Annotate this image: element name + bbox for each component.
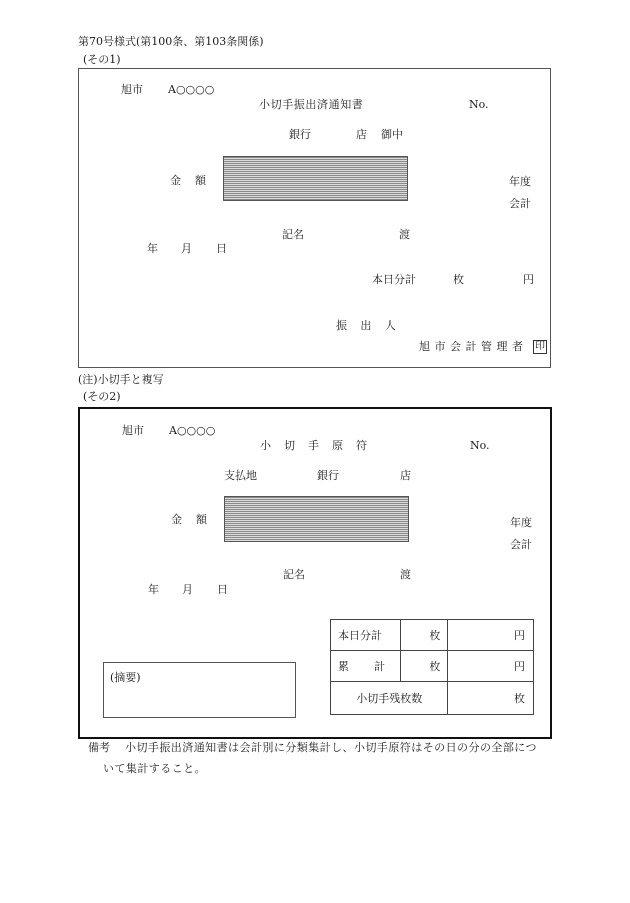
remarks-label: 備考 bbox=[88, 741, 110, 754]
check-code: A○○○○ bbox=[169, 424, 216, 437]
seal-mark: 印 bbox=[535, 341, 545, 352]
part2-label: (その2) bbox=[83, 390, 121, 403]
sheets-unit: 枚 bbox=[453, 273, 464, 286]
daily-total-label: 本日分計 bbox=[372, 273, 416, 286]
tally-row bbox=[331, 651, 534, 682]
check-stub bbox=[78, 407, 552, 739]
payee-name-label: 記名 bbox=[283, 568, 305, 581]
check-code: A○○○○ bbox=[168, 83, 215, 96]
payee-name-label: 記名 bbox=[282, 228, 304, 241]
no-label: No. bbox=[469, 98, 489, 111]
amount-field bbox=[223, 156, 408, 201]
no-label: No. bbox=[470, 439, 490, 452]
part1-label: (その1) bbox=[83, 53, 121, 66]
city-label: 旭市 bbox=[121, 83, 143, 96]
amount-label: 金 額 bbox=[171, 513, 209, 526]
branch-label: 店 bbox=[356, 128, 367, 141]
yen-unit: 円 bbox=[523, 273, 534, 286]
fiscal-year-label: 年度 bbox=[510, 516, 532, 529]
sheets-unit: 枚 bbox=[448, 682, 534, 715]
summary-label: (摘要) bbox=[110, 671, 141, 684]
amount-field bbox=[224, 496, 409, 542]
payment-place-label: 支払地 bbox=[224, 469, 257, 482]
treasurer-label: 旭 市 会 計 管 理 者 bbox=[419, 340, 524, 353]
yen-unit: 円 bbox=[448, 651, 534, 682]
sheets-unit: 枚 bbox=[401, 620, 448, 651]
amount-label: 金 額 bbox=[170, 174, 208, 187]
stub-title: 小 切 手 原 符 bbox=[260, 439, 368, 452]
tally-row-label: 累 計 bbox=[331, 651, 401, 682]
check-issued-notice bbox=[78, 68, 551, 368]
date-month: 月 bbox=[182, 583, 193, 596]
date-month: 月 bbox=[181, 242, 192, 255]
addressee-label: 御中 bbox=[381, 128, 403, 141]
drawer-label: 振 出 人 bbox=[336, 319, 397, 332]
notice-title: 小切手振出済通知書 bbox=[259, 98, 364, 111]
account-label: 会計 bbox=[510, 538, 532, 551]
date-year: 年 bbox=[148, 583, 159, 596]
tally-table bbox=[330, 619, 534, 715]
sheets-unit: 枚 bbox=[401, 651, 448, 682]
remaining-checks-label: 小切手残枚数 bbox=[331, 682, 448, 715]
yen-unit: 円 bbox=[448, 620, 534, 651]
branch-label: 店 bbox=[400, 469, 411, 482]
bank-label: 銀行 bbox=[289, 128, 311, 141]
date-year: 年 bbox=[147, 242, 158, 255]
payee-suffix: 渡 bbox=[399, 228, 410, 241]
tally-row-label: 本日分計 bbox=[331, 620, 401, 651]
bank-label: 銀行 bbox=[317, 469, 339, 482]
city-label: 旭市 bbox=[122, 424, 144, 437]
remarks-line: いて集計すること。 bbox=[103, 762, 207, 775]
date-day: 日 bbox=[217, 583, 228, 596]
date-day: 日 bbox=[216, 242, 227, 255]
account-label: 会計 bbox=[509, 197, 531, 210]
fiscal-year-label: 年度 bbox=[509, 175, 531, 188]
copy-note: (注)小切手と複写 bbox=[78, 373, 164, 386]
form-number: 第70号様式(第100条、第103条関係) bbox=[78, 35, 264, 48]
summary-box bbox=[103, 662, 296, 718]
payee-suffix: 渡 bbox=[400, 568, 411, 581]
tally-row bbox=[331, 682, 534, 715]
tally-row bbox=[331, 620, 534, 651]
remarks-line: 小切手振出済通知書は会計別に分類集計し、小切手原符はその日の分の全部につ bbox=[125, 741, 537, 754]
